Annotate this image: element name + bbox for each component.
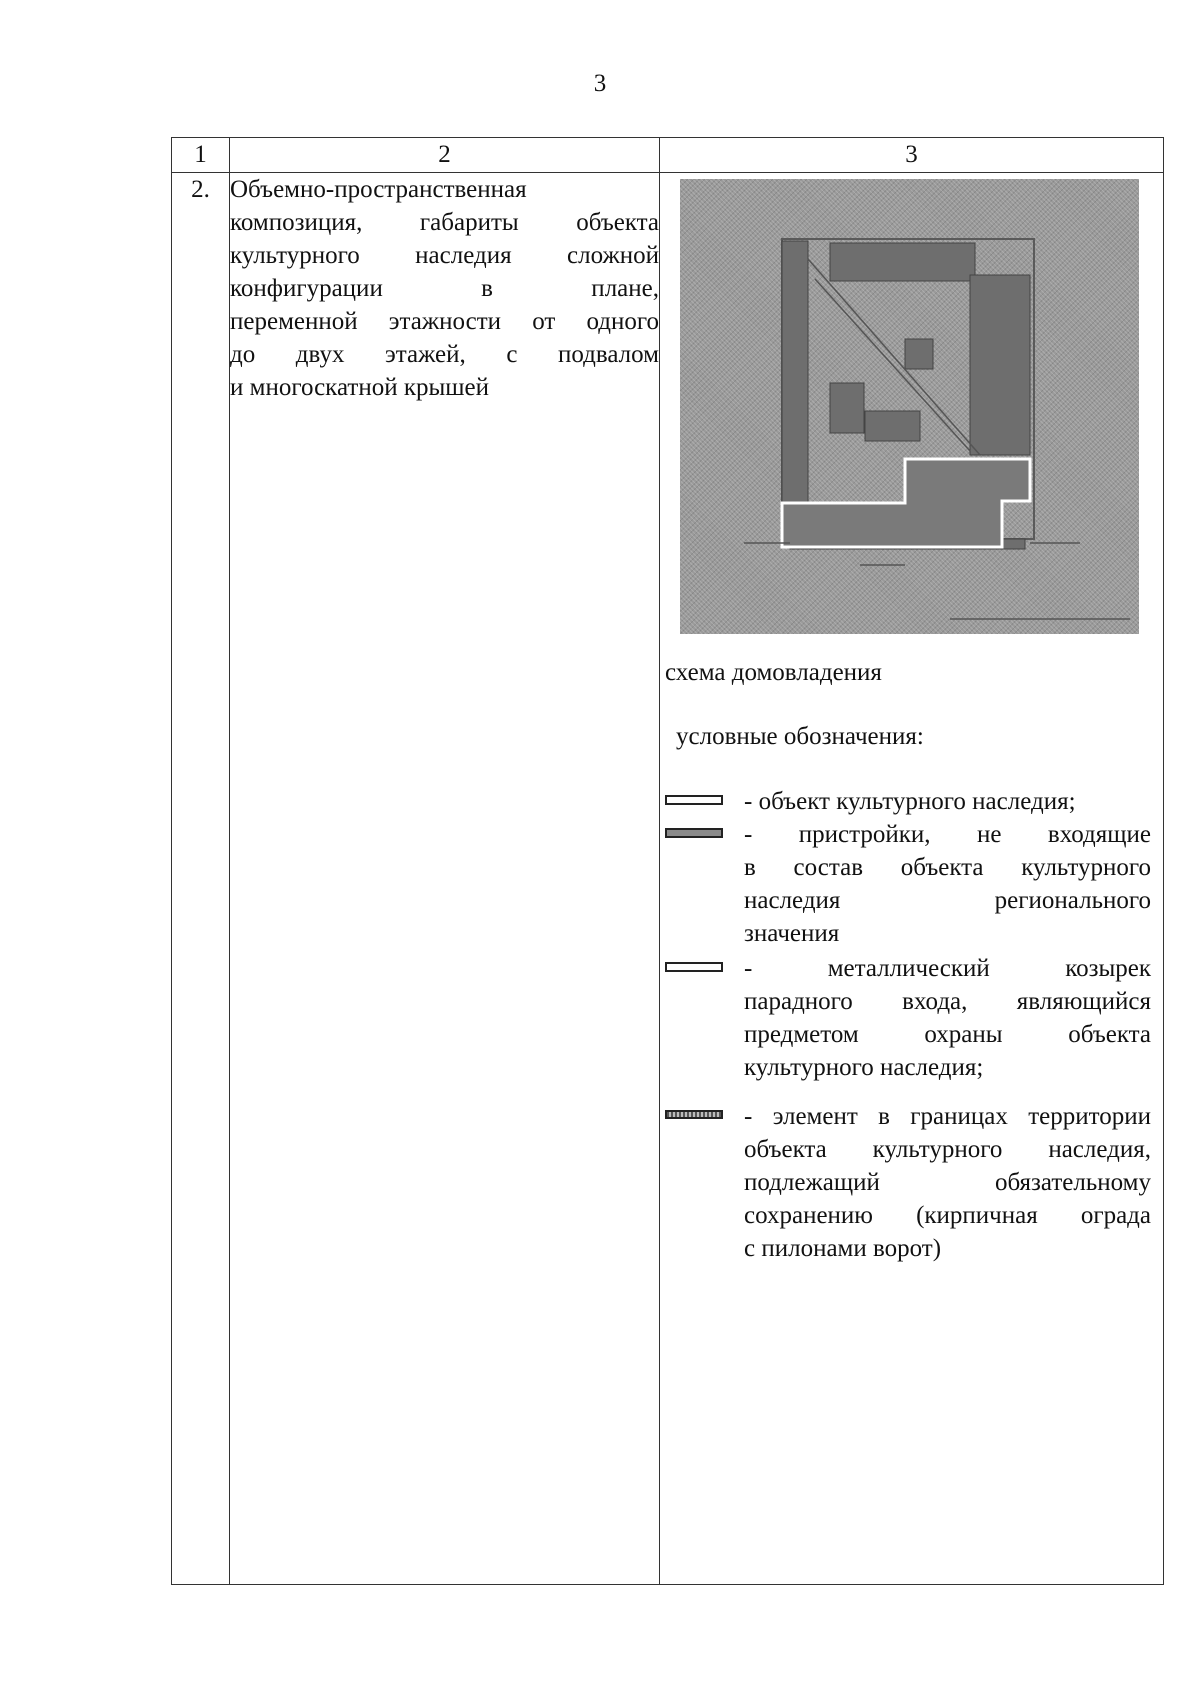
annex-east bbox=[970, 275, 1030, 455]
legend-text: объекта культурного наследия, bbox=[744, 1136, 1151, 1163]
description-line: до двух этажей, с подвалом bbox=[230, 341, 659, 368]
header-col-1: 1 bbox=[172, 138, 230, 173]
description-line: Объемно-пространственная bbox=[230, 176, 527, 203]
legend-text: - пристройки, не входящие bbox=[744, 821, 1151, 848]
row-number: 2. bbox=[172, 173, 230, 1585]
annex-north bbox=[830, 243, 975, 281]
row-scheme-cell bbox=[660, 173, 1164, 1585]
row-description bbox=[230, 173, 660, 1585]
legend-text: - объект культурного наследия; bbox=[744, 788, 1076, 815]
description-line: и многоскатной крышей bbox=[230, 374, 489, 401]
legend-item-annexes bbox=[665, 818, 1151, 952]
document-table bbox=[171, 137, 1164, 1585]
site-plan-image bbox=[680, 179, 1139, 634]
site-plan-drawing bbox=[680, 179, 1139, 634]
legend-text: сохранению (кирпичная ограда bbox=[744, 1202, 1151, 1229]
header-col-3: 3 bbox=[660, 138, 1164, 173]
legend-text: - металлический козырек bbox=[744, 955, 1151, 982]
legend-text: значения bbox=[744, 920, 840, 947]
legend-text: в состав объекта культурного bbox=[744, 854, 1151, 881]
description-line: культурного наследия сложной bbox=[230, 242, 659, 269]
legend-text: - элемент в границах территории bbox=[744, 1103, 1151, 1130]
description-line: композиция, габариты объекта bbox=[230, 209, 659, 236]
legend-text: наследия регионального bbox=[744, 887, 1151, 914]
legend-text: подлежащий обязательному bbox=[744, 1169, 1151, 1196]
annex-center-left bbox=[830, 383, 864, 433]
annex-center bbox=[865, 411, 920, 441]
legend-text: культурного наследия; bbox=[744, 1054, 984, 1081]
heritage-object-outline bbox=[782, 459, 1030, 547]
description-line: конфигурации в плане, bbox=[230, 275, 659, 302]
legend-item-canopy bbox=[665, 952, 1151, 1100]
legend-item-fence bbox=[665, 1100, 1151, 1265]
legend-item-heritage-object bbox=[665, 785, 1151, 818]
description-line: переменной этажности от одного bbox=[230, 308, 659, 335]
annex-west bbox=[782, 241, 808, 539]
legend-text: парадного входа, являющийся bbox=[744, 988, 1151, 1015]
legend-swatch-white-icon bbox=[665, 962, 723, 972]
annex-small bbox=[905, 339, 933, 369]
legend bbox=[665, 785, 1151, 1265]
legend-title: условные обозначения: bbox=[676, 723, 924, 750]
table-row bbox=[172, 173, 1164, 1585]
legend-swatch-gray-icon bbox=[665, 828, 723, 838]
legend-swatch-hatched-icon bbox=[665, 1110, 723, 1119]
header-col-2: 2 bbox=[230, 138, 660, 173]
table-header-row bbox=[172, 138, 1164, 173]
legend-text: предметом охраны объекта bbox=[744, 1021, 1151, 1048]
legend-text: с пилонами ворот) bbox=[744, 1235, 942, 1262]
page-number: 3 bbox=[593, 70, 607, 97]
legend-swatch-white-icon bbox=[665, 795, 723, 805]
scheme-caption: схема домовладения bbox=[665, 659, 882, 686]
